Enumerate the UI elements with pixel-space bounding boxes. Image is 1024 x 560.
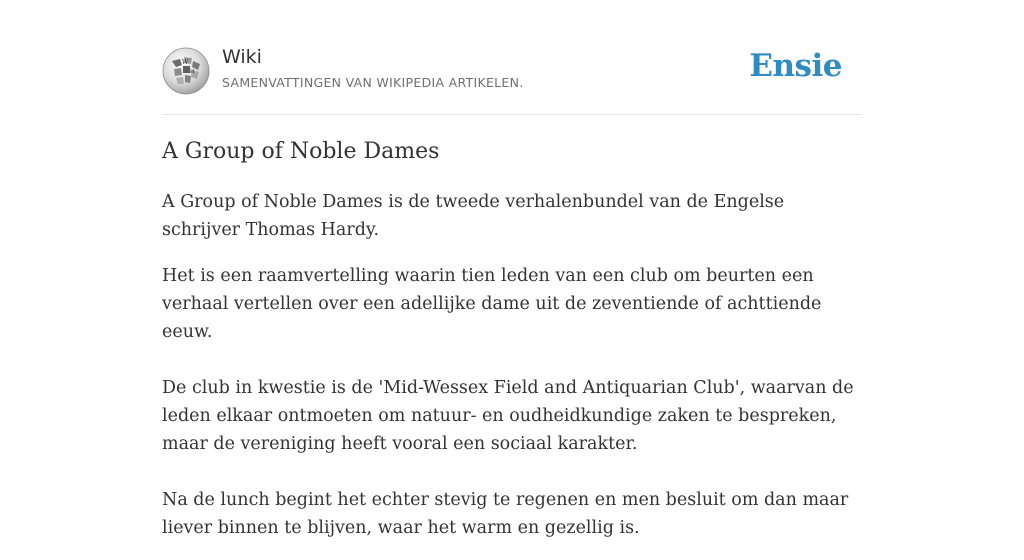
svg-text:W: W [182, 59, 189, 66]
site-title[interactable]: Wiki [222, 46, 262, 68]
article-title: A Group of Noble Dames [162, 139, 440, 164]
article-content [162, 134, 866, 560]
ensie-brand-link[interactable]: Ensie [749, 48, 842, 84]
article-paragraph: Het is een raamvertelling waarin tien leden van een club om beurten een verhaal vertellen over een adellijke dame uit de zeventiende of achttiende eeuw. De club in kwestie is de 'Mid-Wessex Field and Antiquarian Club', waarvan de leden elkaar ontmoeten om natuur- en oudheidkundige zaken te bespreken, maar de vereniging heeft vooral een sociaal karakter. Na de lunch begint het echter stevig te regenen en men besluit om dan maar liever binnen te blijven, waar het warm en gezellig is. [162, 266, 854, 538]
article-paragraph: A Group of Noble Dames is de tweede verhalenbundel van de Engelse schrijver Thomas Hardy. [162, 192, 785, 240]
site-subtitle: SAMENVATTINGEN VAN WIKIPEDIA ARTIKELEN. [222, 75, 524, 90]
wikipedia-globe-icon[interactable] [162, 47, 210, 95]
svg-text:И: И [190, 69, 195, 75]
site-header [162, 44, 862, 115]
